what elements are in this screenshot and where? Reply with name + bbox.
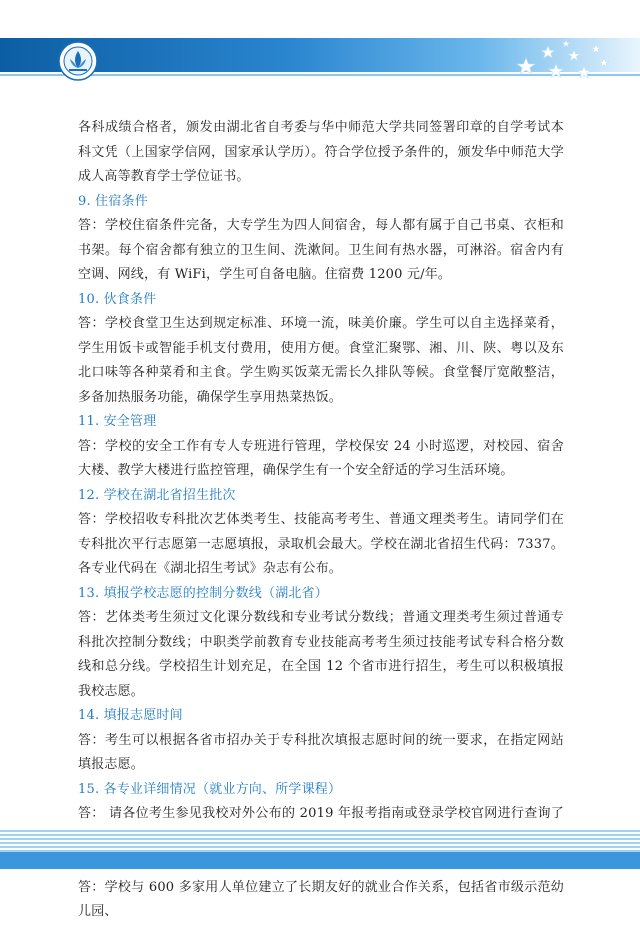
section-heading: 13. 填报学校志愿的控制分数线（湖北省） xyxy=(78,585,329,601)
paragraph: 答：学校住宿条件完备，大专学生为四人间宿舍，每人都有属于自己书桌、衣柜和书架。每个宿舍都有独立的卫生间、洗漱间。卫生间有热水器，可淋浴。宿舍内有空调、网线，有 WiFi，学生可自备电脑。住宿费 1200 元/年。 xyxy=(78,218,564,282)
school-logo-icon xyxy=(58,41,98,81)
stars-decoration-icon xyxy=(508,38,618,84)
footer-stripes xyxy=(0,830,640,852)
section-heading: 12. 学校在湖北省招生批次 xyxy=(78,487,236,503)
paragraph: 答：考生可以根据各省市招办关于专科批次填报志愿时间的统一要求，在指定网站填报志愿。 xyxy=(78,732,564,772)
footer-band xyxy=(0,852,640,869)
section-heading: 9. 住宿条件 xyxy=(78,193,148,209)
paragraph: 答：艺体类考生须过文化课分数线和专业考试分数线；普通文理类考生须过普通专科批次控制分数线；中职类学前教育专业技能高考考生须过技能考试专科合格分数线和总分线。学校招生计划充足，在全国 12 个省市进行招生，考生可以积极填报我校志愿。 xyxy=(78,610,564,699)
paragraph: 答：学校的安全工作有专人专班进行管理，学校保安 24 小时巡逻，对校园、宿舍大楼、教学大楼进行监控管理，确保学生有一个安全舒适的学习生活环境。 xyxy=(78,438,564,478)
section-heading: 14. 填报志愿时间 xyxy=(78,708,183,723)
section-heading: 10. 伙食条件 xyxy=(78,291,157,307)
section-heading: 11. 安全管理 xyxy=(78,414,157,429)
paragraph: 答：学校食堂卫生达到规定标准、环境一流，味美价廉。学生可以自主选择菜肴，学生用饭卡或智能手机支付费用，使用方便。食堂汇聚鄂、湘、川、陕、粤以及东北口味等各种菜肴和主食。学生购买饭菜无需长久排队等候。食堂餐厅宽敞整洁，多备加热服务功能，确保学生享用热菜热饭。 xyxy=(78,316,564,405)
section-heading: 15. 各专业详细情况（就业方向、所学课程） xyxy=(78,781,342,797)
paragraph: 答：学校与 600 多家用人单位建立了长期友好的就业合作关系，包括省市级示范幼儿园、 xyxy=(78,879,564,919)
paragraph: 答：学校招收专科批次艺体类考生、技能高考考生、普通文理类考生。请同学们在专科批次平行志愿第一志愿填报，录取机会最大。学校在湖北省招生代码：7337。各专业代码在《湖北招生考试》杂志有公布。 xyxy=(78,512,564,576)
page-content xyxy=(78,116,564,925)
paragraph: 答： 请各位考生参见我校对外公布的 2019 年报考指南或登录学校官网进行查询了 xyxy=(78,806,564,821)
paragraph: 各科成绩合格者，颁发由湖北省自考委与华中师范大学共同签署印章的自学考试本科文凭（上国家学信网，国家承认学历）。符合学位授予条件的，颁发华中师范大学成人高等教育学士学位证书。 xyxy=(78,120,564,184)
